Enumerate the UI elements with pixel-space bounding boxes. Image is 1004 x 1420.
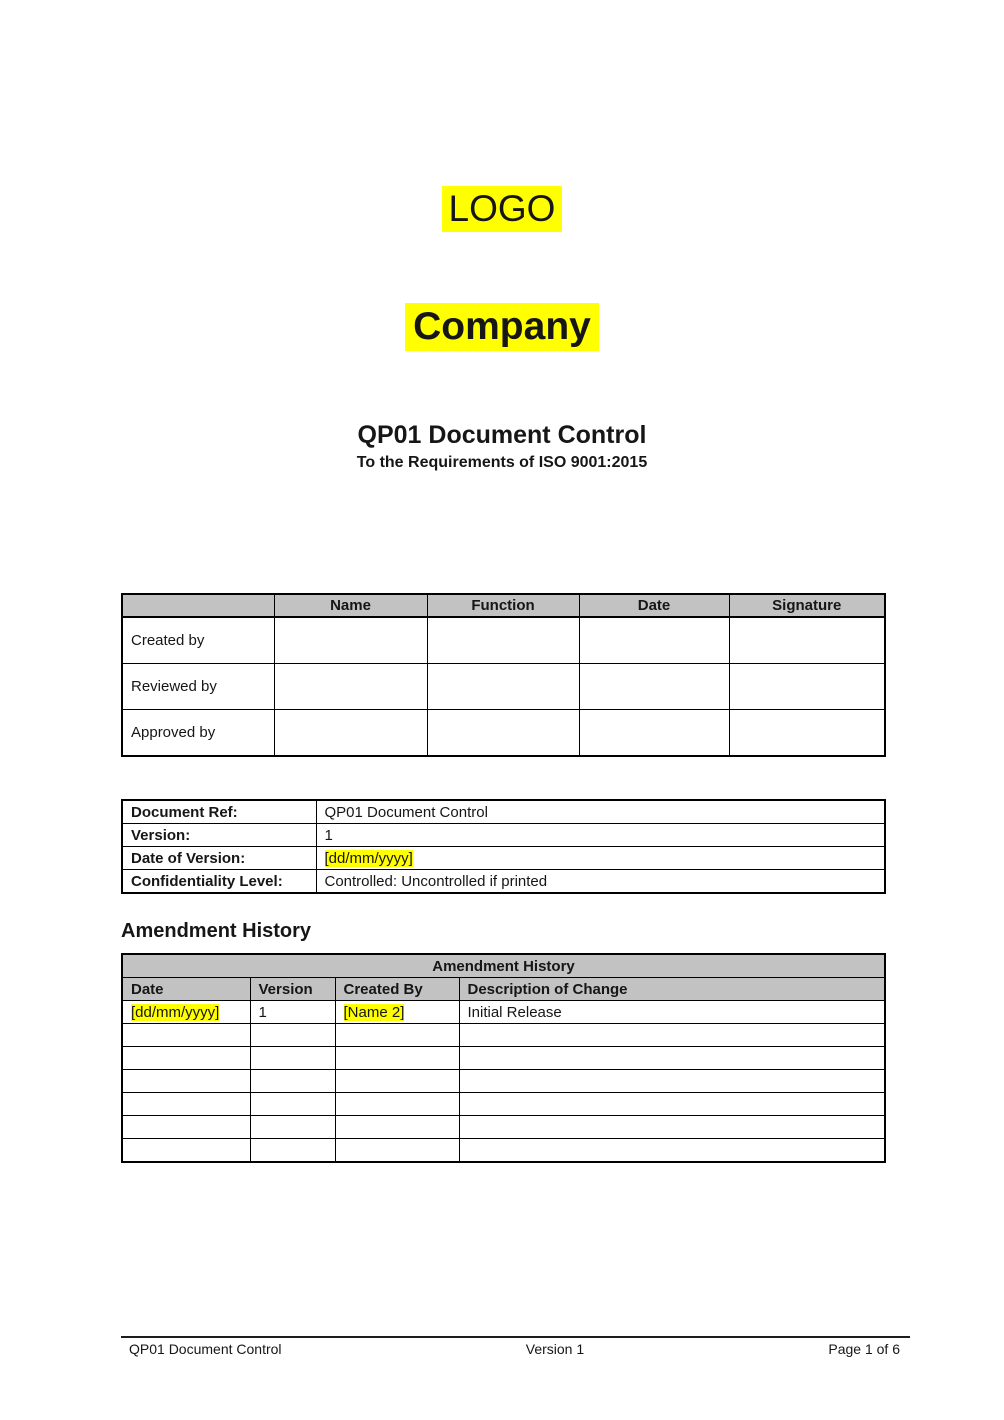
info-label: Version:	[122, 824, 316, 847]
amendment-table-title: Amendment History	[122, 954, 885, 978]
approval-header-function: Function	[427, 594, 579, 617]
amendment-empty-row	[122, 1047, 885, 1070]
approval-header-name: Name	[274, 594, 427, 617]
approval-header-signature: Signature	[729, 594, 885, 617]
company-block	[0, 303, 1004, 351]
approval-empty-cell	[274, 710, 427, 757]
amendment-created-by-placeholder: [Name 2]	[343, 1003, 405, 1021]
amendment-empty-cell	[335, 1116, 459, 1139]
info-label: Date of Version:	[122, 847, 316, 870]
approval-row-label: Reviewed by	[122, 664, 274, 710]
info-value	[316, 824, 885, 847]
amendment-date-cell	[122, 1001, 250, 1024]
info-value	[316, 847, 885, 870]
amendment-history-heading: Amendment History	[121, 920, 312, 942]
approval-empty-cell	[579, 617, 729, 664]
approval-empty-cell	[274, 664, 427, 710]
info-row-document-ref	[122, 800, 885, 824]
approval-table	[121, 593, 886, 757]
amendment-empty-cell	[335, 1024, 459, 1047]
approval-empty-cell	[427, 710, 579, 757]
info-label: Confidentiality Level:	[122, 870, 316, 894]
amendment-data-row	[122, 1001, 885, 1024]
amendment-empty-row	[122, 1116, 885, 1139]
page-subtitle: To the Requirements of ISO 9001:2015	[356, 454, 648, 471]
approval-empty-cell	[579, 710, 729, 757]
footer-document-ref: QP01 Document Control	[129, 1341, 282, 1357]
approval-empty-cell	[729, 664, 885, 710]
amendment-title-row	[122, 954, 885, 978]
amendment-description-text: Initial Release	[467, 1003, 562, 1021]
page-footer	[121, 1336, 910, 1357]
amendment-empty-cell	[122, 1024, 250, 1047]
amendment-empty-cell	[459, 1024, 885, 1047]
info-row-date-of-version	[122, 847, 885, 870]
amendment-version-text: 1	[258, 1003, 267, 1021]
approval-header-date: Date	[579, 594, 729, 617]
company-placeholder: Company	[405, 303, 599, 351]
footer-page-number: Page 1 of 6	[828, 1341, 900, 1357]
approval-row-created	[122, 617, 885, 664]
amendment-empty-cell	[335, 1139, 459, 1163]
amendment-empty-cell	[335, 1047, 459, 1070]
footer-version: Version 1	[525, 1341, 585, 1357]
document-info-table	[121, 799, 886, 894]
info-value	[316, 800, 885, 824]
amendment-empty-cell	[250, 1024, 335, 1047]
amendment-created-by-cell	[335, 1001, 459, 1024]
amendment-empty-cell	[122, 1093, 250, 1116]
approval-empty-cell	[729, 710, 885, 757]
amendment-header-row	[122, 978, 885, 1001]
amendment-header-date: Date	[122, 978, 250, 1001]
approval-row-approved	[122, 710, 885, 757]
approval-empty-cell	[427, 664, 579, 710]
amendment-empty-cell	[459, 1116, 885, 1139]
info-value-text: QP01 Document Control	[324, 803, 488, 821]
approval-empty-cell	[579, 664, 729, 710]
amendment-header-description: Description of Change	[459, 978, 885, 1001]
amendment-version-cell	[250, 1001, 335, 1024]
approval-empty-cell	[427, 617, 579, 664]
amendment-empty-cell	[250, 1070, 335, 1093]
amendment-empty-cell	[122, 1116, 250, 1139]
amendment-empty-cell	[459, 1070, 885, 1093]
amendment-empty-cell	[250, 1116, 335, 1139]
logo-placeholder: LOGO	[442, 186, 563, 232]
amendment-empty-row	[122, 1070, 885, 1093]
approval-row-label: Approved by	[122, 710, 274, 757]
amendment-empty-cell	[459, 1093, 885, 1116]
approval-empty-cell	[729, 617, 885, 664]
amendment-header-version: Version	[250, 978, 335, 1001]
date-of-version-placeholder: [dd/mm/yyyy]	[324, 849, 413, 867]
amendment-empty-cell	[335, 1070, 459, 1093]
amendment-empty-cell	[122, 1047, 250, 1070]
amendment-description-cell	[459, 1001, 885, 1024]
approval-row-reviewed	[122, 664, 885, 710]
info-row-version	[122, 824, 885, 847]
info-row-confidentiality	[122, 870, 885, 894]
amendment-empty-row	[122, 1093, 885, 1116]
amendment-header-created-by: Created By	[335, 978, 459, 1001]
logo-block	[0, 186, 1004, 232]
approval-row-label: Created by	[122, 617, 274, 664]
amendment-empty-cell	[459, 1047, 885, 1070]
amendment-empty-cell	[250, 1047, 335, 1070]
amendment-date-placeholder: [dd/mm/yyyy]	[131, 1003, 220, 1021]
approval-header-row	[122, 594, 885, 617]
info-value-text: 1	[324, 826, 333, 844]
amendment-empty-cell	[250, 1093, 335, 1116]
page-title: QP01 Document Control	[357, 421, 647, 449]
info-value-text: Controlled: Uncontrolled if printed	[324, 872, 548, 890]
amendment-empty-cell	[250, 1139, 335, 1163]
amendment-empty-cell	[122, 1139, 250, 1163]
amendment-empty-row	[122, 1139, 885, 1163]
title-block	[0, 420, 1004, 473]
info-label: Document Ref:	[122, 800, 316, 824]
info-value	[316, 870, 885, 894]
amendment-empty-cell	[459, 1139, 885, 1163]
amendment-history-table	[121, 953, 886, 1163]
approval-header-empty	[122, 594, 274, 617]
amendment-empty-cell	[335, 1093, 459, 1116]
approval-empty-cell	[274, 617, 427, 664]
amendment-empty-row	[122, 1024, 885, 1047]
amendment-empty-cell	[122, 1070, 250, 1093]
